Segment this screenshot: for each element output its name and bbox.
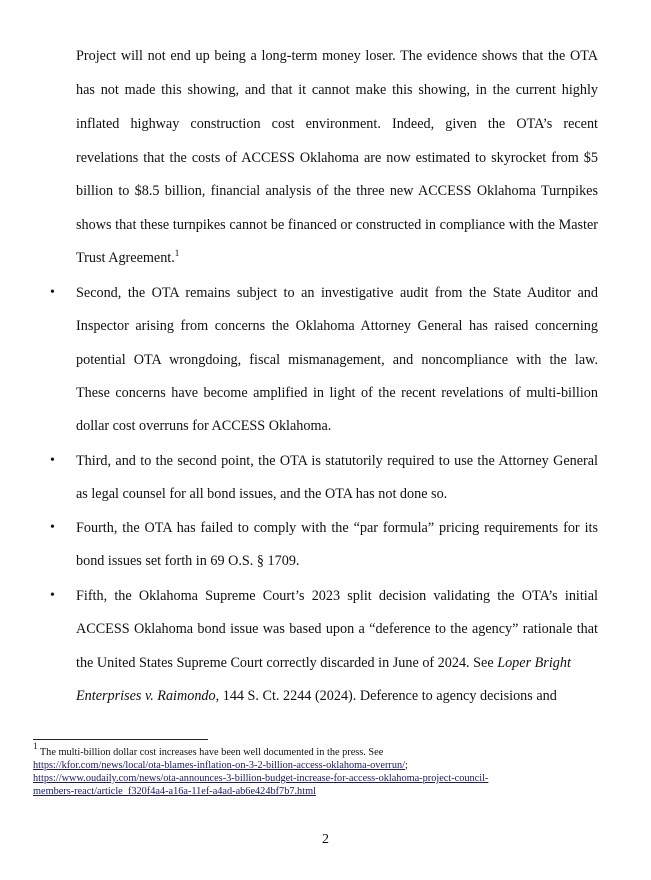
footnote-link-kfor[interactable]: https://kfor.com/news/local/ota-blames-inflation-on-3-2-billion-access-oklahoma-overrun/ bbox=[33, 760, 406, 771]
bullet-line: Second, the OTA remains subject to an investigative audit from the State Auditor and bbox=[76, 285, 598, 301]
page-number: 2 bbox=[322, 832, 329, 847]
bullet-line: These concerns have become amplified in light of the recent revelations of multi-billion bbox=[76, 385, 598, 401]
footnote-separator bbox=[33, 739, 208, 740]
case-name-italic: Enterprises v. Raimondo bbox=[76, 688, 216, 704]
footnote-body: The multi-billion dollar cost increases have been well documented in the press. See bbox=[39, 747, 384, 758]
bullet-line: Third, and to the second point, the OTA is statutorily required to use the Attorney General bbox=[76, 453, 598, 469]
citation-text: , 144 S. Ct. 2244 (2024). Deference to agency decisions and bbox=[215, 688, 557, 704]
case-name-italic: Loper Bright bbox=[497, 655, 571, 671]
intro-line: revelations that the costs of ACCESS Oklahoma are now estimated to skyrocket from $5 bbox=[76, 150, 598, 166]
bullet-marker: • bbox=[50, 453, 55, 468]
bullet-line: Fifth, the Oklahoma Supreme Court’s 2023 split decision validating the OTA’s initial bbox=[76, 588, 598, 604]
intro-line: billion to $8.5 billion, financial analysis of the three new ACCESS Oklahoma Turnpikes bbox=[76, 183, 598, 199]
intro-last-line bbox=[76, 249, 598, 267]
bullet-line-text: the United States Supreme Court correctly discarded in June of 2024. See bbox=[76, 655, 494, 671]
intro-line: shows that these turnpikes cannot be financed or constructed in compliance with the Master bbox=[76, 217, 598, 233]
intro-line: has not made this showing, and that it cannot make this showing, in the current highly bbox=[76, 82, 598, 98]
bullet-line: ACCESS Oklahoma bond issue was based upon a “deference to the agency” rationale that bbox=[76, 621, 598, 637]
footnote-link-row bbox=[33, 772, 633, 785]
bullet-line: potential OTA wrongdoing, fiscal mismanagement, and noncompliance with the law. bbox=[76, 352, 598, 368]
footnote-link-oudaily-cont[interactable]: members-react/article_f320f4a4-a16a-11ef-a4ad-ab6e424bf7b7.html bbox=[33, 786, 316, 797]
footnote-link-oudaily[interactable]: https://www.oudaily.com/news/ota-announces-3-billion-budget-increase-for-access-oklahoma-project-council- bbox=[33, 773, 489, 784]
bullet-line: Fourth, the OTA has failed to comply with the “par formula” pricing requirements for its bbox=[76, 520, 598, 536]
bullet-last-line: dollar cost overruns for ACCESS Oklahoma. bbox=[76, 418, 332, 434]
bullet-case-line bbox=[76, 687, 598, 705]
intro-last-text: Trust Agreement. bbox=[76, 250, 175, 266]
footnote-ref[interactable]: 1 bbox=[174, 248, 180, 258]
footnote-number: 1 bbox=[33, 741, 38, 751]
bullet-last-line: as legal counsel for all bond issues, and the OTA has not done so. bbox=[76, 486, 448, 502]
intro-line: inflated highway construction cost environment. Indeed, given the OTA’s recent bbox=[76, 116, 598, 132]
bullet-marker: • bbox=[50, 588, 55, 603]
footnote-text bbox=[33, 741, 633, 759]
footnote-link-row bbox=[33, 785, 633, 798]
bullet-marker: • bbox=[50, 520, 55, 535]
bullet-line: Inspector arising from concerns the Oklahoma Attorney General has raised concerning bbox=[76, 318, 598, 334]
footnote-link-row bbox=[33, 759, 633, 772]
bullet-line-with-case bbox=[76, 654, 598, 672]
bullet-marker: • bbox=[50, 285, 55, 300]
bullet-last-line: bond issues set forth in 69 O.S. § 1709. bbox=[76, 553, 300, 569]
footnote-link-suffix: ; bbox=[405, 760, 408, 771]
intro-line: Project will not end up being a long-term money loser. The evidence shows that the OTA bbox=[76, 48, 598, 64]
